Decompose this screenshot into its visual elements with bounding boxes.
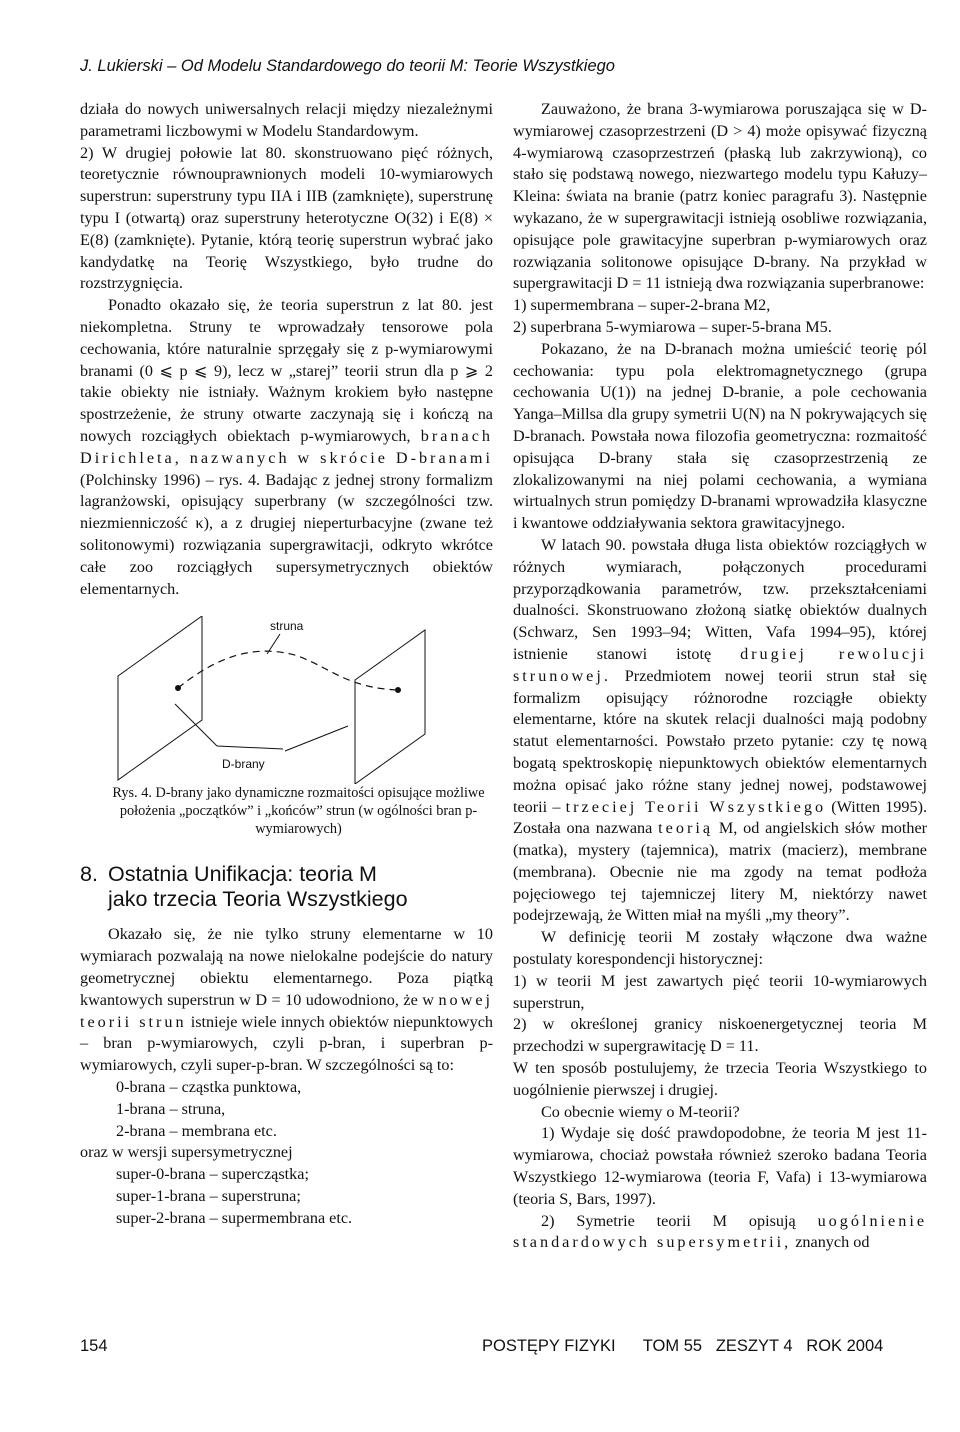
spaced-emphasis: uogólnienie standardowych supersymetrii, — [513, 1211, 928, 1252]
string-endpoint-left — [175, 685, 181, 691]
paragraph: W ten sposób postulujemy, że trzecia Teoria Wszystkiego to uogólnienie pierwszej i drugiej. — [513, 1059, 927, 1099]
list-item: 2-brana – membrana etc. — [116, 1121, 277, 1140]
paragraph: 2) W drugiej połowie lat 80. skonstruowano pięć różnych, teoretycznie równouprawnionych modeli 10-wymiarowych superstrun: superstruny typu IIA i IIB (zamknięte), superstrunę typu I (otwartą) oraz superstruny heterotyczne O(32) i E(8) × E(8) (zamknięte). Pytanie, którą teorię superstrun wybrać jako kandydatkę na Teorię Wszystkiego, było trudne do rozstrzygnięcia. — [80, 143, 493, 293]
running-header: J. Lukierski – Od Modelu Standardowego do teorii M: Teorie Wszystkiego — [80, 57, 615, 75]
list-item: super-2-brana – supermembrana etc. — [116, 1208, 353, 1227]
spaced-emphasis: nowej teorii strun — [80, 990, 493, 1031]
spaced-emphasis: trzeciej Teorii Wszystkiego — [565, 797, 827, 816]
section-heading — [80, 862, 493, 912]
list-item: super-0-brana – supercząstka; — [116, 1165, 309, 1184]
figure-caption: Rys. 4. D-brany jako dynamiczne rozmaitości opisujące możliwe położenia „początków” i „końców” strun (w ogólności bran p-wymiarowych) — [112, 785, 485, 838]
paragraph: Co obecnie wiemy o M-teorii? — [541, 1102, 740, 1121]
list-item: 2) w określonej granicy niskoenergetycznej teoria M przechodzi w supergrawitację D = 11. — [513, 1015, 927, 1056]
spaced-emphasis: branach Dirichleta, nazwanych w skrócie D-branami — [80, 426, 494, 467]
section-title-line2: jako trzecia Teoria Wszystkiego — [108, 887, 408, 912]
page-number: 154 — [80, 1337, 108, 1355]
string-curve — [178, 651, 398, 690]
section-title-line1: Ostatnia Unifikacja: teoria M — [108, 862, 377, 887]
string-endpoint-right — [395, 687, 401, 693]
list-item: 1) w teorii M jest zawartych pięć teorii 10-wymiarowych superstrun, — [513, 971, 927, 1012]
list-item: 1-brana – struna, — [116, 1099, 226, 1118]
left-brane — [118, 616, 202, 780]
right-column — [513, 99, 927, 1254]
list-bridge: oraz w wersji supersymetrycznej — [80, 1143, 293, 1162]
paragraph: Ponadto okazało się, że teoria superstrun z lat 80. jest niekompletna. Struny te wprowadzały tensorowe pola cechowania, które naturalnie sprzęgały się z p-wymiarowymi branami (0 ⩽ p ⩽ 9), lecz w „starej” teorii strun dla p ⩾ 2 takie obiekty nie istniały. Ważnym krokiem było następne spostrzeżenie, że struny otwarte zaczynają się i kończą na nowych rozciągłych obiektach p-wymiarowych, branach Dirichleta, nazwanych w skrócie D-branami (Polchinsky 1996) – rys. 4. Badając z jednej strony formalizm lagranżowski, opisujący superbrany (w szczególności tzw. niezmienniczość κ), a z drugiej nieperturbacyjne (zwane też solitonowymi) rozwiązania supergrawitacji, odkryto wkrótce całe zoo rozciągłych supersymetrycznych obiektów elementarnych. — [80, 296, 494, 598]
journal-footer: POSTĘPY FIZYKI TOM 55 ZESZYT 4 ROK 2004 — [482, 1337, 884, 1355]
paragraph: 2) Symetrie teorii M opisują uogólnienie standardowych supersymetrii, znanych od — [513, 1211, 928, 1252]
spaced-emphasis: teorią — [658, 819, 714, 838]
list-item: super-1-brana – superstruna; — [116, 1186, 301, 1205]
list-item: 1) supermembrana – super-2-brana M2, — [513, 296, 771, 315]
list-item: 0-brana – cząstka punktowa, — [116, 1077, 302, 1096]
dbrane-pointer-mid — [217, 746, 283, 749]
paragraph: działa do nowych uniwersalnych relacji między niezależnymi parametrami liczbowymi w Modelu Standardowym. — [80, 100, 493, 140]
string-label: struna — [270, 619, 304, 634]
brane-list — [80, 1077, 493, 1230]
d-branes-diagram — [80, 616, 493, 784]
paragraph: Pokazano, że na D-branach można umieścić teorię pól cechowania: typu pola elektromagnetycznego (grupa cechowania U(1)) na jednej D-branie, a pole cechowania Yanga–Millsa dla grupy symetrii U(N) na N pokrywających się D-branach. Powstała nowa filozofia geometryczna: rozmaitość opisująca D-brany stała się czasoprzestrzenią ze zlokalizowanymi na niej polami cechowania, a wymiana wirtualnych strun pomiędzy D-branami wprowadziła klasyczne i kwantowe oddziaływania sektora grawitacyjnego. — [513, 339, 927, 533]
paragraph: Okazało się, że nie tylko struny elementarne w 10 wymiarach pozwalają na nowe nielokalne podejście do natury geometrycznej obiektu elementarnego. Poza piątką kwantowych superstrun w D = 10 udowodniono, że w nowej teorii strun istnieje wiele innych obiektów niepunktowych – bran p-wymiarowych, czyli p-bran, i superbran p-wymiarowych, czyli super-p-bran. W szczególności są to: — [80, 925, 493, 1075]
paragraph: Zauważono, że brana 3-wymiarowa poruszająca się w D-wymiarowej czasoprzestrzeni (D > 4) może opisywać fizyczną 4-wymiarową czasoprzestrzeń (płaską lub zakrzywioną), co stało się podstawą nowego, niezwartego modelu typu Kałuzy–Kleina: świata na branie (patrz koniec paragrafu 3). Następnie wykazano, że w supergrawitacji istnieją osobliwe rozwiązania, opisujące pole grawitacyjne superbran p-wymiarowych oraz rozwiązania solitonowe opisujące D-brany. Na przykład w supergrawitacji D = 11 istnieją dwa rozwiązania superbranowe: — [513, 100, 927, 293]
spaced-emphasis: drugiej rewolucji strunowej. — [513, 644, 927, 685]
list-item: 2) superbrana 5-wymiarowa – super-5-brana M5. — [513, 317, 832, 336]
figure-d-branes — [80, 616, 493, 784]
paragraph: 1) Wydaje się dość prawdopodobne, że teoria M jest 11-wymiarowa, chociaż powstała również szeroko badana Teoria Wszystkiego 12-wymiarowa (teoria F, Vafa) i 13-wymiarowa (teoria S, Bars, 1997). — [513, 1124, 927, 1208]
left-column — [80, 99, 493, 1229]
paragraph: W latach 90. powstała długa lista obiektów rozciągłych w różnych wymiarach, połączonych procedurami przyporządkowania parametrów, tzw. przekształceniami dualności. Skonstruowano złożoną siatkę obiektów dualnych (Schwarz, Sen 1993–94; Witten, Vafa 1994–95), której istnienie stanowi istotę drugiej rewolucji strunowej. Przedmiotem nowej teorii strun stał się formalizm opisujący różnorodne rozciągłe obiekty elementarne, które na skutek relacji dualności mają podobny statut elementarności. Powstało przeto pytanie: czy tę nową bogatą spektroskopię niepunktowych obiektów elementarnych można opisać jako różne stany jednej nowej, podstawowej teorii – trzeciej Teorii Wszystkiego (Witten 1995). Została ona nazwana teorią M, od angielskich słów mother (matka), mystery (tajemnica), matrix (macierz), membrane (membrana). Obecnie nie ma zgody na temat podłoża pojęciowego tej tajemniczej litery M, niektórzy nawet podejrzewają, że Witten miał na myśli „my theory”. — [513, 535, 928, 925]
section-number: 8. — [80, 862, 98, 887]
dbrane-pointer-left — [175, 704, 217, 746]
dbrane-pointer-right — [285, 726, 348, 751]
paragraph: W definicję teorii M zostały włączone dwa ważne postulaty korespondencji historycznej: — [513, 928, 927, 969]
right-brane — [355, 630, 425, 784]
dbranes-label: D-brany — [222, 757, 265, 772]
